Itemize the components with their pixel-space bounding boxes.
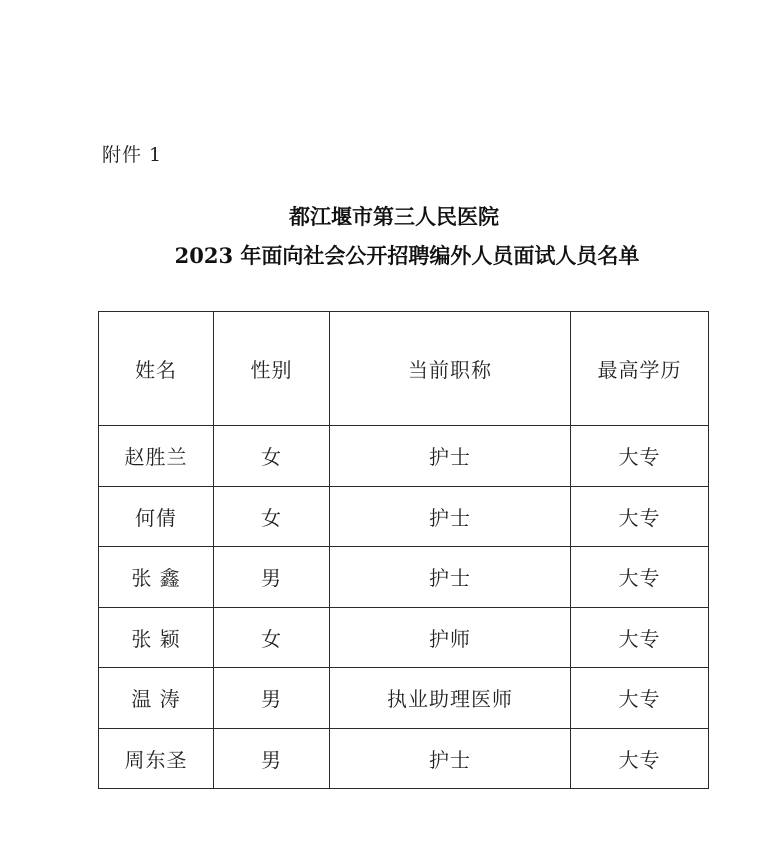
- document-subtitle: 2023 年面向社会公开招聘编外人员面试人员名单: [174, 243, 640, 268]
- cell-name: 张 鑫: [99, 547, 214, 608]
- header-education: 最高学历: [571, 312, 709, 426]
- cell-current-title: 护士: [330, 426, 571, 487]
- cell-gender: 男: [214, 728, 330, 789]
- cell-current-title: 护师: [330, 607, 571, 668]
- header-row: [99, 312, 709, 426]
- cell-current-title: 执业助理医师: [330, 668, 571, 729]
- cell-education: 大专: [571, 668, 709, 729]
- table-row: [99, 728, 709, 789]
- document-title: 都江堰市第三人民医院: [289, 204, 499, 229]
- cell-gender: 男: [214, 547, 330, 608]
- table-row: [99, 668, 709, 729]
- table-body: [99, 426, 709, 789]
- cell-current-title: 护士: [330, 486, 571, 547]
- table-row: [99, 607, 709, 668]
- cell-name: 张 颖: [99, 607, 214, 668]
- cell-name: 赵胜兰: [99, 426, 214, 487]
- cell-gender: 女: [214, 607, 330, 668]
- header-name: 姓名: [99, 312, 214, 426]
- cell-current-title: 护士: [330, 728, 571, 789]
- cell-gender: 女: [214, 486, 330, 547]
- table-header: [99, 312, 709, 426]
- cell-name: 何倩: [99, 486, 214, 547]
- cell-name: 温 涛: [99, 668, 214, 729]
- cell-gender: 男: [214, 668, 330, 729]
- interview-roster-table: [98, 311, 709, 789]
- cell-current-title: 护士: [330, 547, 571, 608]
- cell-education: 大专: [571, 486, 709, 547]
- header-gender: 性别: [214, 312, 330, 426]
- cell-education: 大专: [571, 426, 709, 487]
- table-row: [99, 486, 709, 547]
- table-row: [99, 426, 709, 487]
- cell-education: 大专: [571, 547, 709, 608]
- attachment-label: 附件 1: [102, 144, 163, 166]
- table-row: [99, 547, 709, 608]
- cell-education: 大专: [571, 728, 709, 789]
- cell-education: 大专: [571, 607, 709, 668]
- cell-gender: 女: [214, 426, 330, 487]
- cell-name: 周东圣: [99, 728, 214, 789]
- header-current-title: 当前职称: [330, 312, 571, 426]
